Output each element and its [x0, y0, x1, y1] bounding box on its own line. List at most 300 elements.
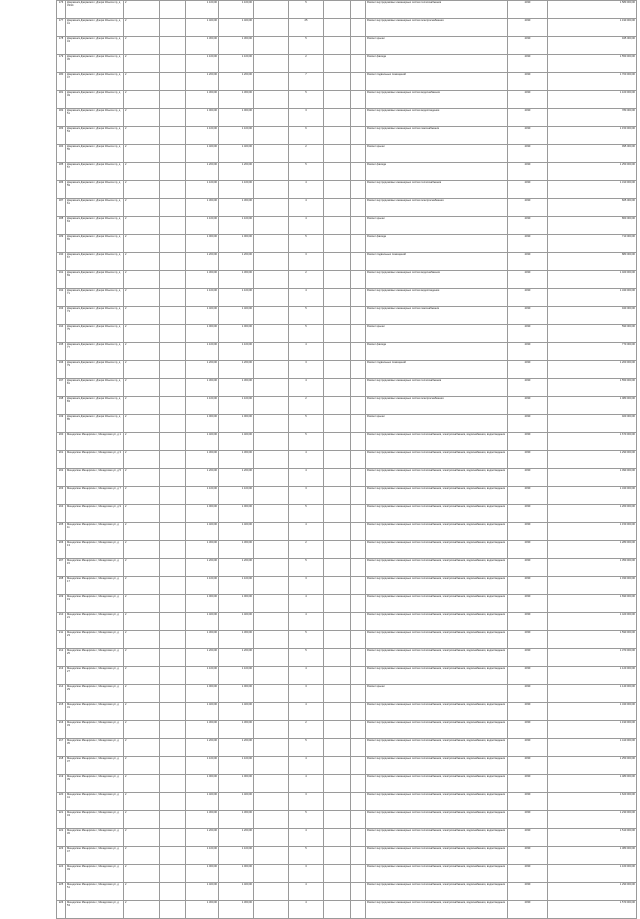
row-number-cell: 212	[57, 649, 66, 667]
year-cell: 2030	[508, 145, 548, 163]
table-row	[57, 289, 637, 307]
flats-cell: 2	[289, 397, 324, 415]
row-number-cell: 210	[57, 613, 66, 631]
table-row	[57, 37, 637, 55]
residents-cell	[324, 289, 351, 307]
units-cell	[254, 829, 289, 847]
row-number-cell: 199	[57, 415, 66, 433]
units-cell	[254, 667, 289, 685]
floors-cell	[160, 289, 186, 307]
nonresidential-cell	[351, 739, 366, 757]
address-cell: Дзержинск Дзержинск г, Дзерж Ильича пр, д 85	[66, 415, 124, 433]
building-type-cell: 2	[124, 559, 160, 577]
table-row	[57, 163, 637, 181]
floors-cell	[160, 577, 186, 595]
nonresidential-cell	[351, 37, 366, 55]
building-type-cell: 2	[124, 109, 160, 127]
flats-cell: 5	[289, 433, 324, 451]
living-area-cell: 1 200,00	[219, 559, 254, 577]
building-type-cell: 2	[124, 775, 160, 793]
flats-cell: 4	[289, 217, 324, 235]
cost-cell: 880 000,00	[548, 253, 637, 271]
floors-cell	[160, 55, 186, 73]
address-cell: Дзержинск Дзержинск г, Дзерж Ильича пр, д 33/14	[66, 1, 124, 19]
residents-cell	[324, 55, 351, 73]
address-cell: Дзержинск Дзержинск г, Дзерж Ильича пр, д 81	[66, 379, 124, 397]
row-number-cell: 190	[57, 253, 66, 271]
floors-cell	[160, 307, 186, 325]
address-cell: Мещерское Мещерское г, Мещерская ул, д 35	[66, 739, 124, 757]
row-number-cell: 187	[57, 199, 66, 217]
flats-cell: 5	[289, 505, 324, 523]
residents-cell	[324, 343, 351, 361]
flats-cell: 5	[289, 649, 324, 667]
living-area-cell: 1 300,00	[219, 721, 254, 739]
year-cell: 2030	[508, 595, 548, 613]
residents-cell	[324, 721, 351, 739]
flats-cell: 4	[289, 469, 324, 487]
year-cell: 2030	[508, 793, 548, 811]
works-description-cell: Ремонт внутридомовых инженерных систем теплоснабжения, электроснабжения, водоснабжения, водоотведения	[366, 433, 508, 451]
address-cell: Мещерское Мещерское г, Мещерская ул, д 31	[66, 703, 124, 721]
total-area-cell: 1 100,00	[186, 1, 219, 19]
table-row	[57, 559, 637, 577]
nonresidential-cell	[351, 127, 366, 145]
total-area-cell: 1 400,00	[186, 793, 219, 811]
cost-cell: 1 380 000,00	[548, 847, 637, 865]
flats-cell: 5	[289, 559, 324, 577]
total-area-cell: 1 300,00	[186, 811, 219, 829]
nonresidential-cell	[351, 73, 366, 91]
address-cell: Мещерское Мещерское г, Мещерская ул, д 51	[66, 883, 124, 901]
floors-cell	[160, 361, 186, 379]
year-cell: 2030	[508, 361, 548, 379]
flats-cell: 4	[289, 379, 324, 397]
flats-cell: 5	[289, 1, 324, 19]
living-area-cell: 1 000,00	[219, 505, 254, 523]
units-cell	[254, 631, 289, 649]
cost-cell: 1 620 000,00	[548, 793, 637, 811]
living-area-cell: 1 100,00	[219, 667, 254, 685]
building-type-cell: 2	[124, 289, 160, 307]
residents-cell	[324, 199, 351, 217]
floors-cell	[160, 1, 186, 19]
row-number-cell: 178	[57, 37, 66, 55]
register-table-page	[56, 0, 635, 919]
flats-cell: 4	[289, 451, 324, 469]
units-cell	[254, 37, 289, 55]
year-cell: 2030	[508, 19, 548, 37]
year-cell: 2030	[508, 577, 548, 595]
cost-cell: 1 120 000,00	[548, 667, 637, 685]
cost-cell: 1 190 000,00	[548, 721, 637, 739]
cost-cell: 590 000,00	[548, 325, 637, 343]
living-area-cell: 1 000,00	[219, 109, 254, 127]
building-type-cell: 2	[124, 91, 160, 109]
works-description-cell: Ремонт внутридомовых инженерных систем теплоснабжения, электроснабжения, водоснабжения, водоотведения	[366, 883, 508, 901]
total-area-cell: 1 300,00	[186, 37, 219, 55]
total-area-cell: 1 200,00	[186, 739, 219, 757]
total-area-cell: 1 100,00	[186, 217, 219, 235]
flats-cell: 4	[289, 829, 324, 847]
works-description-cell: Ремонт внутридомовых инженерных систем электроснабжения	[366, 199, 508, 217]
table-row	[57, 73, 637, 91]
building-type-cell: 2	[124, 379, 160, 397]
total-area-cell: 1 200,00	[186, 163, 219, 181]
table-row	[57, 55, 637, 73]
units-cell	[254, 271, 289, 289]
residents-cell	[324, 613, 351, 631]
row-number-cell: 201	[57, 451, 66, 469]
total-area-cell: 1 400,00	[186, 883, 219, 901]
total-area-cell: 1 200,00	[186, 253, 219, 271]
year-cell: 2030	[508, 415, 548, 433]
units-cell	[254, 469, 289, 487]
row-number-cell: 208	[57, 577, 66, 595]
works-description-cell: Ремонт крыши	[366, 217, 508, 235]
residents-cell	[324, 541, 351, 559]
floors-cell	[160, 541, 186, 559]
nonresidential-cell	[351, 325, 366, 343]
row-number-cell: 225	[57, 883, 66, 901]
total-area-cell: 1 300,00	[186, 631, 219, 649]
building-type-cell: 2	[124, 703, 160, 721]
living-area-cell: 1 300,00	[219, 91, 254, 109]
floors-cell	[160, 343, 186, 361]
units-cell	[254, 91, 289, 109]
cost-cell: 1 230 000,00	[548, 811, 637, 829]
row-number-cell: 205	[57, 523, 66, 541]
living-area-cell: 1 300,00	[219, 811, 254, 829]
table-row	[57, 145, 637, 163]
table-row	[57, 235, 637, 253]
capital-repair-register-table	[56, 0, 637, 919]
residents-cell	[324, 469, 351, 487]
floors-cell	[160, 757, 186, 775]
floors-cell	[160, 613, 186, 631]
row-number-cell: 194	[57, 325, 66, 343]
address-cell: Мещерское Мещерское г, Мещерская ул, д 37	[66, 757, 124, 775]
units-cell	[254, 235, 289, 253]
works-description-cell: Ремонт подвальных помещений	[366, 253, 508, 271]
table-row	[57, 199, 637, 217]
address-cell: Мещерское Мещерское г, Мещерская ул, д 53	[66, 901, 124, 919]
year-cell: 2030	[508, 1, 548, 19]
table-row	[57, 721, 637, 739]
table-row	[57, 433, 637, 451]
building-type-cell: 2	[124, 217, 160, 235]
living-area-cell: 1 100,00	[219, 577, 254, 595]
living-area-cell: 1 400,00	[219, 19, 254, 37]
flats-cell: 5	[289, 163, 324, 181]
address-cell: Мещерское Мещерское г, Мещерская ул, д 33	[66, 721, 124, 739]
year-cell: 2030	[508, 505, 548, 523]
total-area-cell: 1 100,00	[186, 847, 219, 865]
residents-cell	[324, 667, 351, 685]
floors-cell	[160, 433, 186, 451]
units-cell	[254, 127, 289, 145]
living-area-cell: 1 400,00	[219, 523, 254, 541]
flats-cell: 4	[289, 757, 324, 775]
flats-cell: 6	[289, 127, 324, 145]
nonresidential-cell	[351, 145, 366, 163]
table-row	[57, 397, 637, 415]
nonresidential-cell	[351, 271, 366, 289]
row-number-cell: 209	[57, 595, 66, 613]
cost-cell: 1 250 000,00	[548, 163, 637, 181]
works-description-cell: Ремонт внутридомовых инженерных систем теплоснабжения, электроснабжения, водоснабжения, водоотведения	[366, 451, 508, 469]
row-number-cell: 217	[57, 739, 66, 757]
address-cell: Дзержинск Дзержинск г, Дзерж Ильича пр, д 67	[66, 253, 124, 271]
works-description-cell: Ремонт фасада	[366, 55, 508, 73]
nonresidential-cell	[351, 829, 366, 847]
address-cell: Дзержинск Дзержинск г, Дзерж Ильича пр, д 45	[66, 55, 124, 73]
cost-cell: 1 090 000,00	[548, 469, 637, 487]
residents-cell	[324, 577, 351, 595]
total-area-cell: 1 200,00	[186, 649, 219, 667]
total-area-cell: 1 100,00	[186, 757, 219, 775]
works-description-cell: Ремонт подвальных помещений	[366, 361, 508, 379]
table-row	[57, 469, 637, 487]
works-description-cell: Ремонт внутридомовых инженерных систем газоснабжения	[366, 127, 508, 145]
row-number-cell: 202	[57, 469, 66, 487]
total-area-cell: 1 000,00	[186, 595, 219, 613]
flats-cell: 2	[289, 271, 324, 289]
residents-cell	[324, 487, 351, 505]
works-description-cell: Ремонт внутридомовых инженерных систем теплоснабжения, электроснабжения, водоснабжения, водоотведения	[366, 667, 508, 685]
year-cell: 2030	[508, 811, 548, 829]
year-cell: 2030	[508, 775, 548, 793]
year-cell: 2030	[508, 523, 548, 541]
living-area-cell: 1 200,00	[219, 253, 254, 271]
flats-cell: 5	[289, 415, 324, 433]
cost-cell: 1 340 000,00	[548, 289, 637, 307]
building-type-cell: 2	[124, 127, 160, 145]
year-cell: 2030	[508, 55, 548, 73]
living-area-cell: 1 100,00	[219, 397, 254, 415]
address-cell: Дзержинск Дзержинск г, Дзерж Ильича пр, д 65	[66, 235, 124, 253]
works-description-cell: Ремонт внутридомовых инженерных систем электроснабжения	[366, 19, 508, 37]
nonresidential-cell	[351, 19, 366, 37]
living-area-cell: 1 200,00	[219, 649, 254, 667]
living-area-cell: 1 100,00	[219, 1, 254, 19]
living-area-cell: 1 300,00	[219, 541, 254, 559]
units-cell	[254, 199, 289, 217]
residents-cell	[324, 1, 351, 19]
nonresidential-cell	[351, 667, 366, 685]
total-area-cell: 1 300,00	[186, 379, 219, 397]
total-area-cell: 1 100,00	[186, 55, 219, 73]
flats-cell: 4	[289, 181, 324, 199]
total-area-cell: 1 100,00	[186, 127, 219, 145]
year-cell: 2030	[508, 469, 548, 487]
table-row	[57, 505, 637, 523]
works-description-cell: Ремонт внутридомовых инженерных систем теплоснабжения, электроснабжения, водоснабжения, водоотведения	[366, 469, 508, 487]
living-area-cell: 1 400,00	[219, 883, 254, 901]
units-cell	[254, 55, 289, 73]
flats-cell: 5	[289, 847, 324, 865]
cost-cell: 1 150 000,00	[548, 523, 637, 541]
table-row	[57, 613, 637, 631]
row-number-cell: 181	[57, 91, 66, 109]
cost-cell: 1 550 000,00	[548, 379, 637, 397]
table-row	[57, 127, 637, 145]
floors-cell	[160, 91, 186, 109]
building-type-cell: 2	[124, 487, 160, 505]
units-cell	[254, 433, 289, 451]
living-area-cell: 1 100,00	[219, 217, 254, 235]
living-area-cell: 1 300,00	[219, 631, 254, 649]
works-description-cell: Ремонт фасада	[366, 235, 508, 253]
year-cell: 2030	[508, 721, 548, 739]
works-description-cell: Ремонт внутридомовых инженерных систем водоснабжения	[366, 271, 508, 289]
address-cell: Мещерское Мещерское г, Мещерская ул, д 43	[66, 811, 124, 829]
year-cell: 2030	[508, 271, 548, 289]
total-area-cell: 1 000,00	[186, 415, 219, 433]
building-type-cell: 2	[124, 19, 160, 37]
table-row	[57, 325, 637, 343]
building-type-cell: 2	[124, 757, 160, 775]
flats-cell: 4	[289, 523, 324, 541]
cost-cell: 710 000,00	[548, 235, 637, 253]
cost-cell: 1 570 000,00	[548, 901, 637, 919]
table-row	[57, 415, 637, 433]
nonresidential-cell	[351, 721, 366, 739]
residents-cell	[324, 757, 351, 775]
units-cell	[254, 703, 289, 721]
works-description-cell: Ремонт внутридомовых инженерных систем теплоснабжения, электроснабжения, водоснабжения, водоотведения	[366, 775, 508, 793]
row-number-cell: 184	[57, 145, 66, 163]
flats-cell: 3	[289, 487, 324, 505]
table-row	[57, 523, 637, 541]
floors-cell	[160, 451, 186, 469]
total-area-cell: 1 400,00	[186, 145, 219, 163]
cost-cell: 940 000,00	[548, 307, 637, 325]
units-cell	[254, 451, 289, 469]
residents-cell	[324, 847, 351, 865]
living-area-cell: 1 100,00	[219, 127, 254, 145]
building-type-cell: 2	[124, 577, 160, 595]
residents-cell	[324, 361, 351, 379]
living-area-cell: 1 200,00	[219, 163, 254, 181]
nonresidential-cell	[351, 541, 366, 559]
total-area-cell: 1 100,00	[186, 487, 219, 505]
row-number-cell: 193	[57, 307, 66, 325]
table-row	[57, 865, 637, 883]
flats-cell: 2	[289, 541, 324, 559]
floors-cell	[160, 847, 186, 865]
flats-cell: 5	[289, 739, 324, 757]
cost-cell: 1 700 000,00	[548, 73, 637, 91]
nonresidential-cell	[351, 469, 366, 487]
works-description-cell: Ремонт внутридомовых инженерных систем теплоснабжения, электроснабжения, водоснабжения, водоотведения	[366, 577, 508, 595]
total-area-cell: 1 000,00	[186, 775, 219, 793]
cost-cell: 1 160 000,00	[548, 865, 637, 883]
nonresidential-cell	[351, 865, 366, 883]
cost-cell: 1 410 000,00	[548, 739, 637, 757]
address-cell: Мещерское Мещерское г, Мещерская ул, д 49	[66, 865, 124, 883]
year-cell: 2030	[508, 163, 548, 181]
cost-cell: 770 000,00	[548, 343, 637, 361]
cost-cell: 920 000,00	[548, 415, 637, 433]
cost-cell: 1 250 000,00	[548, 757, 637, 775]
floors-cell	[160, 253, 186, 271]
living-area-cell: 1 300,00	[219, 901, 254, 919]
row-number-cell: 213	[57, 667, 66, 685]
table-row	[57, 775, 637, 793]
flats-cell: 5	[289, 91, 324, 109]
flats-cell: 3	[289, 577, 324, 595]
works-description-cell: Ремонт внутридомовых инженерных систем теплоснабжения, электроснабжения, водоснабжения, водоотведения	[366, 901, 508, 919]
address-cell: Дзержинск Дзержинск г, Дзерж Ильича пр, д 61	[66, 199, 124, 217]
units-cell	[254, 109, 289, 127]
row-number-cell: 220	[57, 793, 66, 811]
works-description-cell: Ремонт внутридомовых инженерных систем водоотведения	[366, 289, 508, 307]
flats-cell: 4	[289, 343, 324, 361]
table-row	[57, 541, 637, 559]
works-description-cell: Ремонт внутридомовых инженерных систем теплоснабжения, электроснабжения, водоснабжения, водоотведения	[366, 505, 508, 523]
year-cell: 2030	[508, 127, 548, 145]
row-number-cell: 182	[57, 109, 66, 127]
nonresidential-cell	[351, 289, 366, 307]
flats-cell: 4	[289, 703, 324, 721]
residents-cell	[324, 91, 351, 109]
nonresidential-cell	[351, 901, 366, 919]
year-cell: 2030	[508, 433, 548, 451]
nonresidential-cell	[351, 55, 366, 73]
units-cell	[254, 577, 289, 595]
year-cell: 2030	[508, 37, 548, 55]
row-number-cell: 195	[57, 343, 66, 361]
row-number-cell: 223	[57, 847, 66, 865]
year-cell: 2030	[508, 739, 548, 757]
row-number-cell: 176	[57, 1, 66, 19]
building-type-cell: 2	[124, 253, 160, 271]
address-cell: Дзержинск Дзержинск г, Дзерж Ильича пр, д 43	[66, 37, 124, 55]
total-area-cell: 1 300,00	[186, 541, 219, 559]
nonresidential-cell	[351, 433, 366, 451]
row-number-cell: 180	[57, 73, 66, 91]
cost-cell: 1 290 000,00	[548, 451, 637, 469]
works-description-cell: Ремонт внутридомовых инженерных систем теплоснабжения, электроснабжения, водоснабжения, водоотведения	[366, 757, 508, 775]
year-cell: 2030	[508, 253, 548, 271]
nonresidential-cell	[351, 451, 366, 469]
units-cell	[254, 73, 289, 91]
cost-cell: 780 000,00	[548, 109, 637, 127]
nonresidential-cell	[351, 595, 366, 613]
floors-cell	[160, 127, 186, 145]
nonresidential-cell	[351, 757, 366, 775]
nonresidential-cell	[351, 883, 366, 901]
works-description-cell: Ремонт крыши	[366, 325, 508, 343]
row-number-cell: 219	[57, 775, 66, 793]
year-cell: 2030	[508, 109, 548, 127]
nonresidential-cell	[351, 505, 366, 523]
building-type-cell: 2	[124, 721, 160, 739]
building-type-cell: 2	[124, 541, 160, 559]
nonresidential-cell	[351, 343, 366, 361]
units-cell	[254, 685, 289, 703]
building-type-cell: 2	[124, 181, 160, 199]
units-cell	[254, 901, 289, 919]
floors-cell	[160, 775, 186, 793]
year-cell: 2030	[508, 631, 548, 649]
cost-cell: 1 150 000,00	[548, 127, 637, 145]
living-area-cell: 1 000,00	[219, 865, 254, 883]
floors-cell	[160, 631, 186, 649]
floors-cell	[160, 217, 186, 235]
year-cell: 2030	[508, 325, 548, 343]
